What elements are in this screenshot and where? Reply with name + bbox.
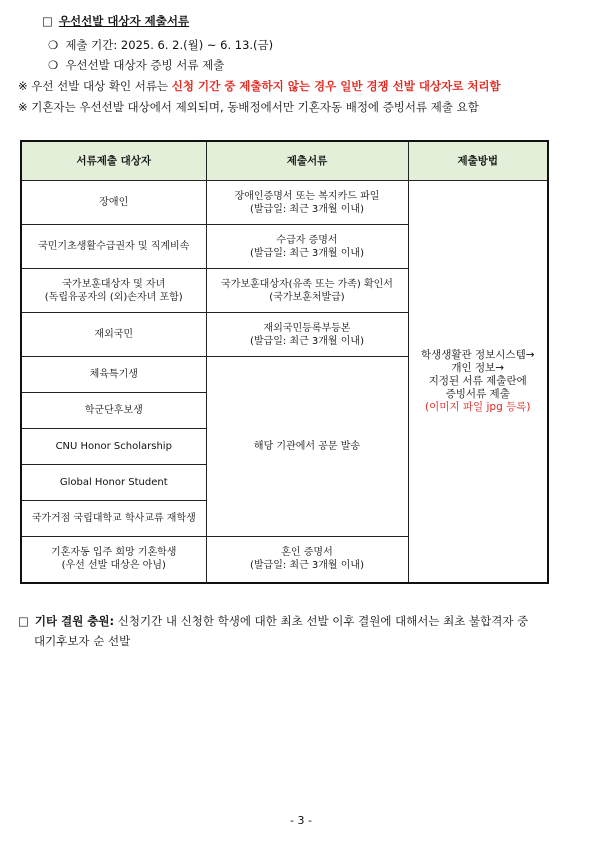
section-title-text: 우선선발 대상자 제출서류 <box>58 14 190 28</box>
table-header-row <box>21 141 548 181</box>
target-cell: 기혼자동 입주 희망 기혼학생 (우선 선발 대상은 아님) <box>21 537 206 583</box>
header-method: 제출방법 <box>408 141 548 181</box>
target-cell: 학군단후보생 <box>21 393 206 429</box>
target-cell: 국가거점 국립대학교 학사교류 재학생 <box>21 501 206 537</box>
bullet-text: 우선선발 대상자 증빙 서류 제출 <box>65 58 225 72</box>
header-target: 서류제출 대상자 <box>21 141 206 181</box>
bullet-marker: ❍ <box>48 58 59 72</box>
target-cell: Global Honor Student <box>21 465 206 501</box>
note-married-students <box>18 99 479 115</box>
documents-cell: 재외국민등록부등본 (발급일: 최근 3개월 이내) <box>206 313 408 357</box>
bullet-submission-period <box>48 37 273 53</box>
other-checkbox-marker: □ <box>18 614 29 628</box>
target-cell: 체육특기생 <box>21 357 206 393</box>
bullet-text: 제출 기간: 2025. 6. 2.(월) ~ 6. 13.(금) <box>65 38 274 52</box>
header-documents: 제출서류 <box>206 141 408 181</box>
documents-cell: 장애인증명서 또는 복지카드 파일 (발급일: 최근 3개월 이내) <box>206 181 408 225</box>
method-highlight: (이미지 파일 jpg 등록) <box>425 400 531 413</box>
other-vacancy-section <box>18 611 578 651</box>
documents-cell: 수급자 증명서 (발급일: 최근 3개월 이내) <box>206 225 408 269</box>
documents-table <box>20 140 549 584</box>
merged-documents-cell: 해당 기관에서 공문 발송 <box>206 357 408 537</box>
section-title <box>42 13 189 29</box>
documents-cell: 혼인 증명서 (발급일: 최근 3개월 이내) <box>206 537 408 583</box>
other-text: 신청기간 내 신청한 학생에 대한 최초 선발 이후 결원에 대해서는 최초 불합격자 중 <box>117 614 529 628</box>
method-cell <box>408 181 548 583</box>
other-vacancy-continuation: 대기후보자 순 선발 <box>34 634 131 648</box>
target-cell: 국민기초생활수급권자 및 직계비속 <box>21 225 206 269</box>
target-cell: 장애인 <box>21 181 206 225</box>
documents-cell: 국가보훈대상자(유족 또는 가족) 확인서 (국가보훈처발급) <box>206 269 408 313</box>
table-row <box>21 181 548 225</box>
note-text: ※ 우선 선발 대상 확인 서류는 <box>18 79 172 93</box>
page-number: - 3 - <box>290 814 312 827</box>
note-warning-text: 신청 기간 중 제출하지 않는 경우 일반 경쟁 선발 대상자로 처리함 <box>171 79 501 93</box>
note-text: ※ 기혼자는 우선선발 대상에서 제외되며, 동배정에서만 기혼자동 배정에 증빙서류 제출 요함 <box>18 100 479 114</box>
target-cell: 재외국민 <box>21 313 206 357</box>
target-cell: 국가보훈대상자 및 자녀 (독립유공자의 (외)손자녀 포함) <box>21 269 206 313</box>
method-line: 개인 정보→ <box>451 361 505 374</box>
section-checkbox-marker: □ <box>42 14 53 28</box>
method-line: 학생생활관 정보시스템→ <box>420 348 535 361</box>
method-line: 증빙서류 제출 <box>445 387 510 400</box>
note-priority-documents <box>18 78 501 94</box>
bullet-document-submission <box>48 57 224 73</box>
bullet-marker: ❍ <box>48 38 59 52</box>
method-line: 지정된 서류 제출란에 <box>428 374 527 387</box>
target-cell: CNU Honor Scholarship <box>21 429 206 465</box>
other-label: 기타 결원 충원: <box>34 614 115 628</box>
other-vacancy-line <box>18 611 578 631</box>
